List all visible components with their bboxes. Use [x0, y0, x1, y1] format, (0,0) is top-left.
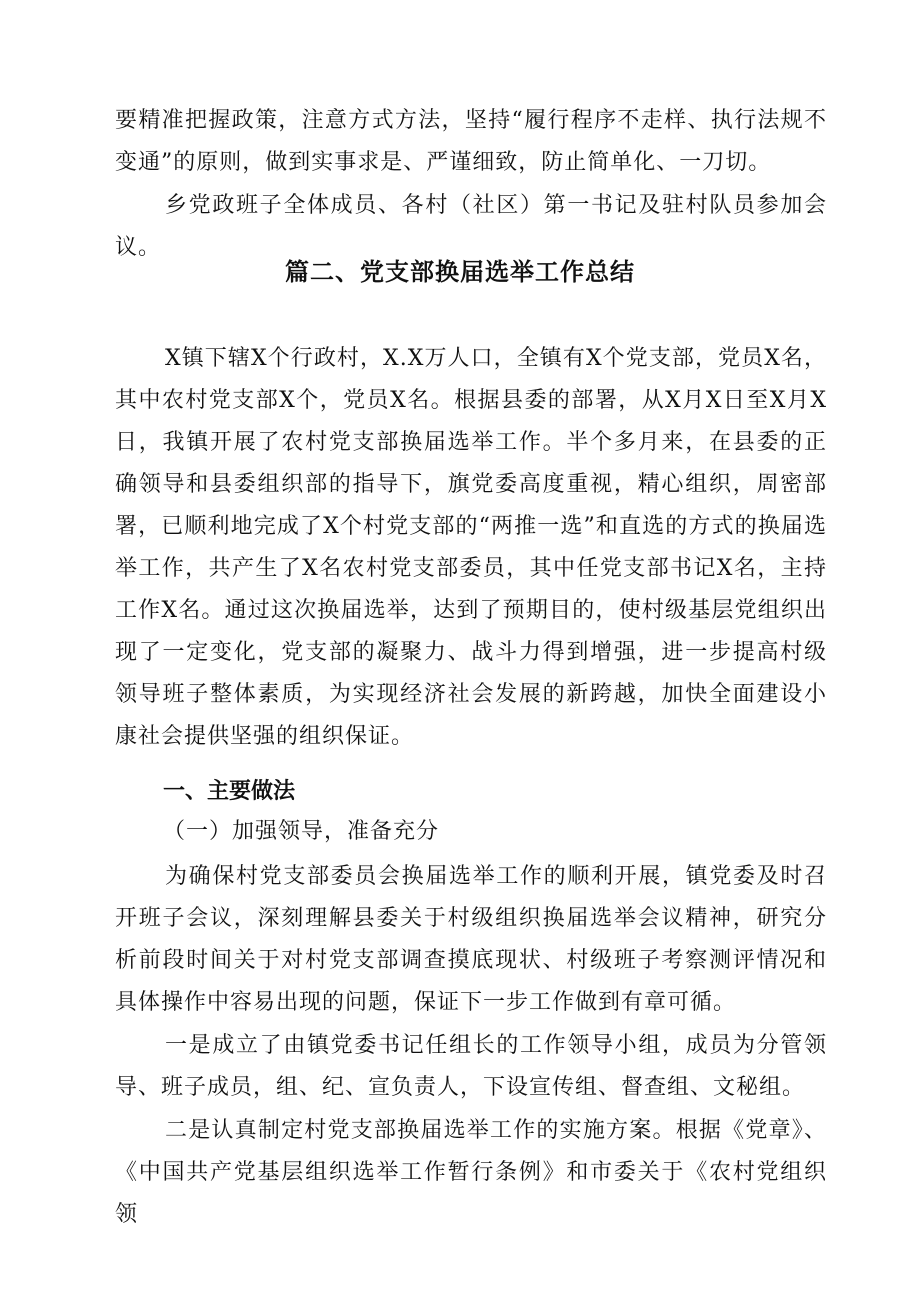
heading-main-practices: 一、主要做法: [163, 779, 296, 804]
section-title: 篇二、党支部换届选举工作总结: [285, 258, 635, 286]
heading-strengthen-leadership: （一）加强领导，准备充分: [163, 819, 440, 844]
intro-paragraph-2: 乡党政班子全体成员、各村（社区）第一书记及驻村队员参加会议。: [115, 193, 827, 260]
intro-paragraph-1: 要精准把握政策，注意方式方法，坚持“履行程序不走样、执行法规不变通”的原则，做到实事求是、严谨细致，防止简单化、一刀切。: [115, 108, 827, 175]
point-1-paragraph: 一是成立了由镇党委书记任组长的工作领导小组，成员为分管领导、班子成员，组、纪、宣负责人，下设宣传组、督查组、文秘组。: [115, 1033, 827, 1100]
prepare-paragraph: 为确保村党支部委员会换届选举工作的顺利开展，镇党委及时召开班子会议，深刻理解县委关于村级组织换届选举会议精神，研究分析前段时间关于对村党支部调查摸底现状、村级班子考察测评情况和具体操作中容易出现的问题，保证下一步工作做到有章可循。: [115, 864, 827, 1015]
point-2-paragraph: 二是认真制定村党支部换届选举工作的实施方案。根据《党章》、《中国共产党基层组织选举工作暂行条例》和市委关于《农村党组织领: [115, 1118, 827, 1227]
overview-paragraph: X镇下辖X个行政村，X.X万人口，全镇有X个党支部，党员X名，其中农村党支部X个，党员X名。根据县委的部署，从X月X日至X月X日，我镇开展了农村党支部换届选举工作。半个多月来，在县委的正确领导和县委组织部的指导下，旗党委高度重视，精心组织，周密部署，已顺利地完成了X个村党支部的“两推一选”和直选的方式的换届选举工作，共产生了X名农村党支部委员，其中任党支部书记X名，主持工作X名。通过这次换届选举，达到了预期目的，使村级基层党组织出现了一定变化，党支部的凝聚力、战斗力得到增强，进一步提高村级领导班子整体素质，为实现经济社会发展的新跨越，加快全面建设小康社会提供坚强的组织保证。: [115, 346, 827, 749]
